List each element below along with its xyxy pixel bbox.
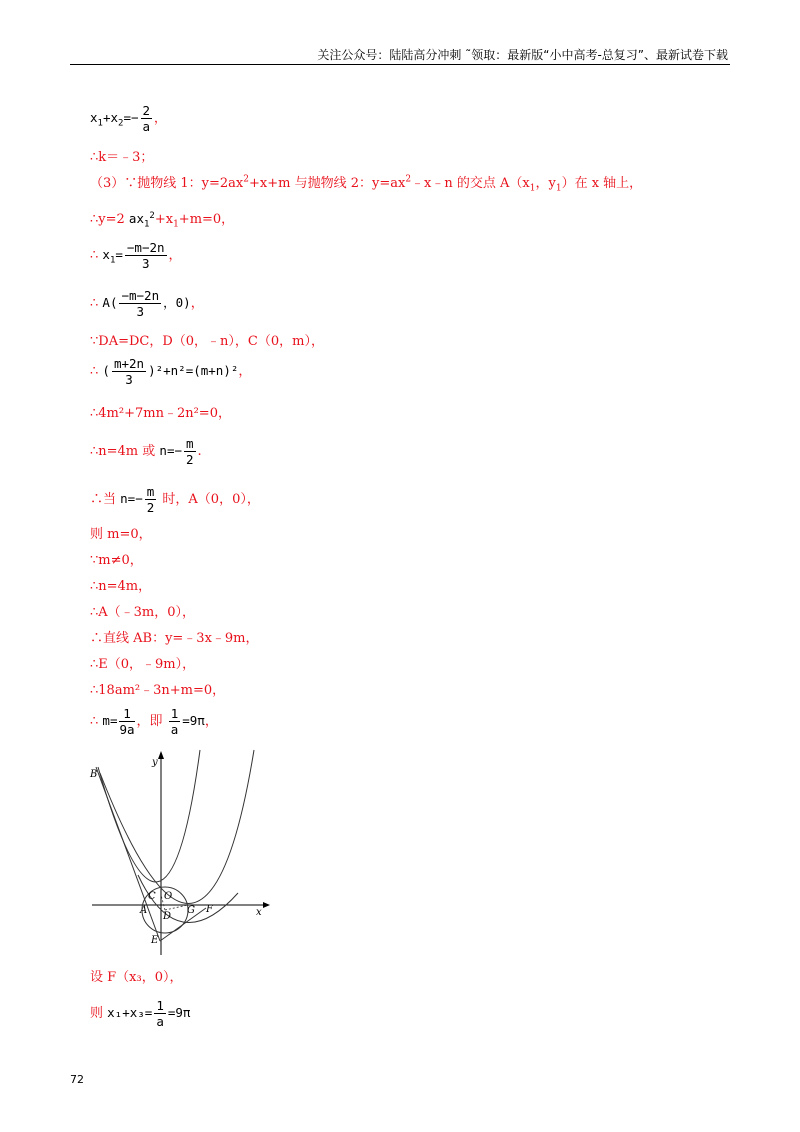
parabola-1 [98,750,200,882]
line-point-a: ∴ A( $\frac{-m-2n}{3}$ ，0)， [90,288,204,319]
sub: 2 [118,118,124,129]
equation-rest: )²+n²=(m+n)² [148,363,239,378]
numerator: −m−2n [121,288,160,303]
numerator: 1 [170,706,179,721]
line-set-f: 设 F（x₃，0）， [90,970,183,985]
text-seg: 时，A（0，0）， [162,492,260,507]
sub: 1 [97,118,103,129]
label-b: B [90,769,98,780]
numerator: m+2n [113,356,145,371]
fraction [119,288,161,319]
var-x: x [90,110,98,125]
m-lhs: m= [102,713,118,728]
fraction [184,436,196,467]
therefore-symbol: ∴ [90,714,99,729]
rhs: =9π [182,713,205,728]
label-y: y [152,757,158,768]
n-lhs: n=− [120,491,143,506]
line-part3-intro [90,172,642,194]
line-ab-equation: ∴直线 AB：y=﹣3x﹣9m， [90,631,259,646]
line-y-equation [90,208,234,230]
line-k-value: ∴k＝﹣3； [90,150,154,165]
fraction [169,706,181,737]
text-seg: ﹣x﹣n 的交点 A（x [411,176,530,191]
page-number: 72 [70,1073,84,1086]
fraction [154,998,166,1029]
label-e: E [151,935,159,946]
denominator: 3 [136,304,145,319]
line-a-point: ∴A（﹣3m，0）， [90,605,196,620]
line-e-point: ∴E（0，﹣9m）， [90,657,196,672]
line-n-4m: ∴n=4m， [90,579,152,594]
n-lhs: n=− [159,443,182,458]
denominator: 2 [146,500,155,515]
line-18am: ∴18am²﹣3n+m=0， [90,683,226,698]
line-n-solutions: ∴n=4m 或 n=− $\frac{m}{2}$ . [90,436,202,467]
line-distance-eq: ∴ ( $\frac{m+2n}{3}$ )²+n²=(m+n)²， [90,356,252,387]
line-m-nonzero: ∵m≠0， [90,553,143,568]
label-g: G [187,905,195,916]
parabola-figure [88,745,278,957]
page-header [70,44,730,65]
sub: 1 [173,219,179,230]
sup: 2 [243,174,249,185]
text-seg: +x [154,212,174,227]
line-x1-x3 [90,998,190,1029]
rhs: =9π [167,1005,191,1020]
header-text: 关注公众号：陆陆高分冲刺 ˜领取：最新版“小中高考-总复习”、最新试卷下载 [317,48,728,62]
parabola-2 [100,750,254,903]
denominator: a [170,722,179,737]
text-seg: 则 [90,1006,104,1021]
line-case-when [90,484,260,515]
sub: 1 [555,183,562,194]
comma: ， [154,110,167,125]
denominator: a [142,119,151,134]
line-x1-value: ∴ $x_1=$ $\frac{-m-2n}{3}$ ， [90,240,182,271]
plus-x: +x [102,110,119,125]
dashed-segment [165,905,188,910]
text-seg: ，即 [136,714,163,729]
text-seg: +m=0， [178,212,235,227]
line-m-value: ∴ m= $\frac{1}{9a}$ ，即 $\frac{1}{a}$ =9π， [90,706,218,737]
numerator: m [146,484,155,499]
sup: 2 [405,174,412,185]
numerator: 1 [119,706,134,722]
text-seg: +x+m 与抛物线 2：y=ax [249,176,406,191]
text-seg: ）在 x 轴上， [561,176,643,191]
line-da-dc: ∵DA=DC，D（0，﹣n），C（0，m）， [90,334,324,349]
fraction [119,706,134,737]
therefore-symbol: ∴ [90,296,99,311]
text-seg: （3）∵抛物线 1：y=2ax [90,176,244,191]
y-axis-arrow [158,751,164,759]
point-a-close: ，0) [163,295,191,310]
therefore-symbol: ∴ [90,248,99,263]
text-seg: ∴n=4m 或 [90,444,156,459]
numerator: 1 [156,998,164,1013]
label-d: D [163,911,172,922]
denominator: 3 [125,372,133,387]
fraction [125,240,167,271]
text-seg: ∴y=2 [90,212,125,227]
label-x: x [256,907,262,918]
fraction [145,484,157,515]
denominator: 3 [141,256,150,271]
line-ab [96,767,160,941]
x-axis-arrow [263,902,270,908]
line-m-zero: 则 m=0， [90,527,152,542]
ax1-squared: $ax_1^2$ [128,210,155,230]
text-seg: ，y [535,176,556,191]
equation-sum-roots [90,103,167,134]
fraction [112,356,146,387]
numerator: −m−2n [126,240,165,255]
label-f: F [206,904,213,915]
paren-open: ( [102,363,110,378]
numerator: m [186,436,194,451]
sum-lhs: x₁+x₃= [107,1005,153,1020]
numerator: 2 [142,103,151,118]
equals: =− [123,110,139,125]
var: x [102,247,110,262]
label-c: C [148,891,156,902]
fraction [141,103,153,134]
therefore-symbol: ∴ [90,364,99,379]
sub: 1 [529,183,536,194]
denominator: 2 [186,452,194,467]
denominator: a [156,1014,164,1029]
text-seg: ∴当 [90,492,117,507]
line-quadratic: ∴4m²+7mn﹣2n²=0， [90,406,231,421]
label-o: O [164,891,173,902]
label-a: A [140,905,148,916]
point-a-open: A( [102,295,118,310]
denominator: 9a [119,722,135,737]
x1-lhs: $x_1=$ [102,247,123,266]
